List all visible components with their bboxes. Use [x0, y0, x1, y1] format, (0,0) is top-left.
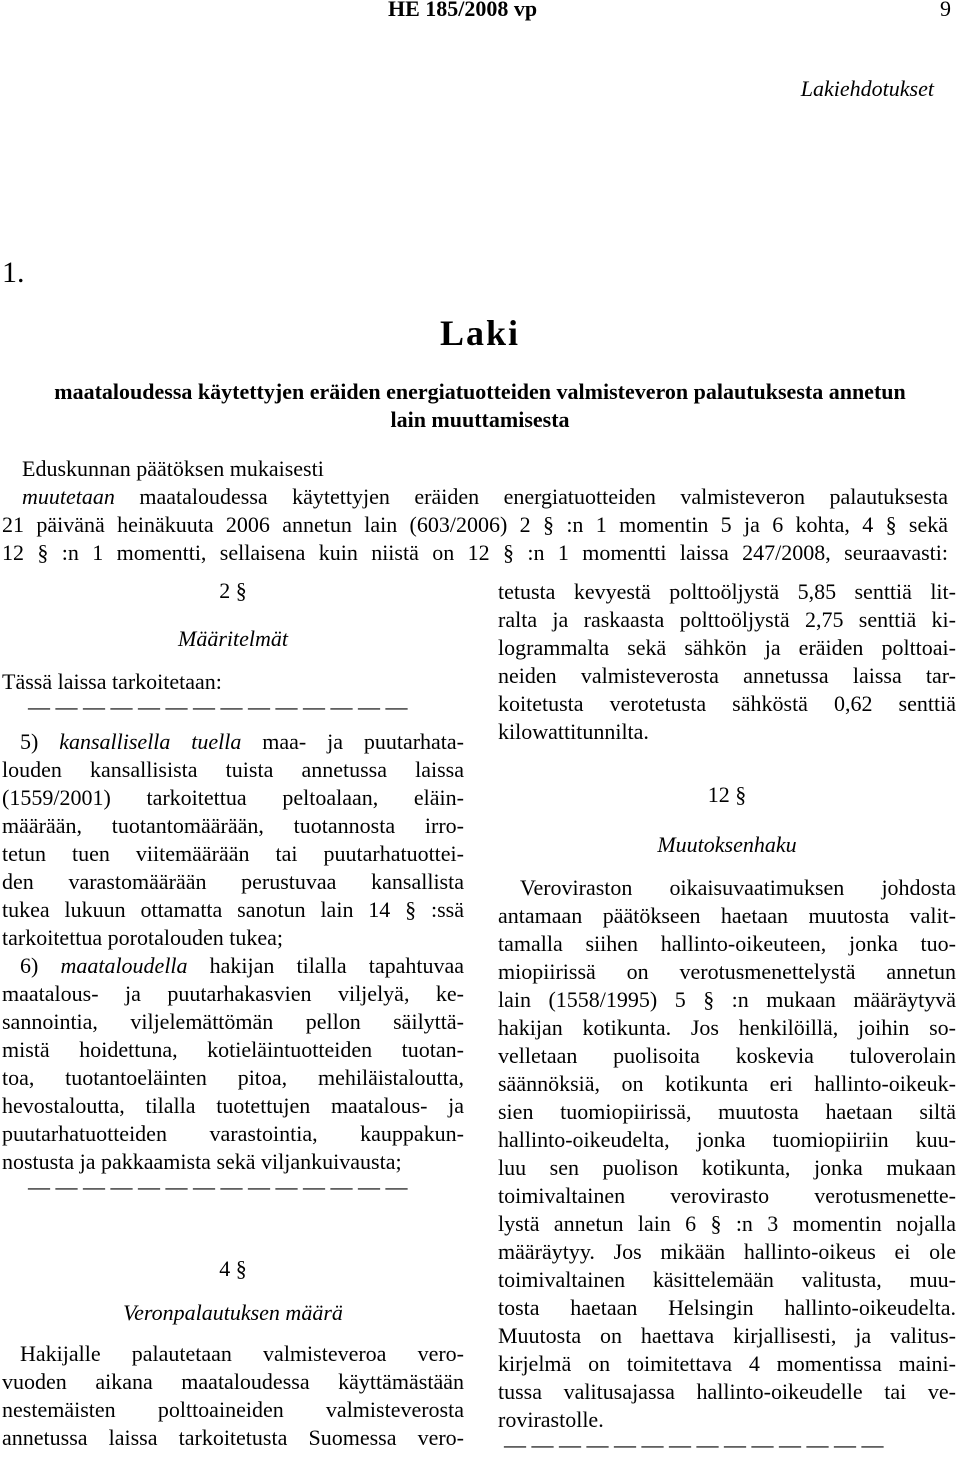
law-title — [0, 378, 960, 434]
section-4-line: logrammalta sekä sähkön ja eräiden polttoai- — [498, 635, 956, 660]
intro-block — [2, 455, 948, 567]
section-4-line: tetusta kevyestä polttoöljystä 5,85 senttiä lit- — [498, 579, 956, 604]
section-4-line: annetussa laissa tarkoitetusta Suomessa vero- — [2, 1425, 464, 1450]
intro-verb: muutetaan — [22, 484, 115, 509]
item-5-line: louden kansallisista tuista annetussa laissa — [2, 757, 464, 782]
intro-line: Eduskunnan päätöksen mukaisesti — [22, 456, 324, 481]
item-number: 5) — [20, 729, 39, 754]
section-12-line: velletaan puolisoita koskevia tuloverolain — [498, 1043, 956, 1068]
law-number: 1. — [2, 256, 25, 289]
section-12-line: säännöksiä, on kotikunta eri hallinto-oikeuk- — [498, 1071, 956, 1096]
section-12-line: Veroviraston oikaisuvaatimuksen johdosta — [520, 875, 956, 900]
item-6-line: hevostaloutta, tilalla tuotettujen maatalous- ja — [2, 1093, 464, 1118]
item-5-line: määrään, tuotantomäärään, tuotannosta irro- — [2, 813, 464, 838]
section-12-line: rovirastolle. — [498, 1407, 604, 1432]
item-6-line: toa, tuotantoeläinten pitoa, mehiläistaloutta, — [2, 1065, 464, 1090]
section-12-line: sien tuomiopiirissä, muutosta haetaan siltä — [498, 1099, 956, 1124]
section-4-line: kilowattitunnilta. — [498, 719, 649, 744]
section-12-line: tamalla siihen hallinto-oikeuteen, jonka tuo- — [498, 931, 956, 956]
section-title: Muutoksenhaku — [657, 832, 797, 857]
left-column — [2, 578, 464, 1452]
section-12-line: toimivaltainen käsittelemään valitusta, muu- — [498, 1267, 956, 1292]
section-12-line: luu sen puolison kotikunta, jonka mukaan — [498, 1155, 956, 1180]
section-12-line: lain (1558/1995) 5 § :n mukaan määräytyvä — [498, 987, 956, 1012]
section-12-line: Muutosta on haettava kirjallisesti, ja valitus- — [498, 1323, 956, 1348]
section-number: 4 § — [219, 1256, 247, 1281]
defined-term: kansallisella tuella — [59, 729, 242, 754]
section-lead: Tässä laissa tarkoitetaan: — [2, 669, 222, 694]
section-12-line: miopiirissä on verotusmenettelystä annetun — [498, 959, 956, 984]
omission-dashes: — — — — — — — — — — — — — — — [28, 694, 408, 719]
document-reference: HE 185/2008 vp — [388, 0, 538, 21]
item-6-line: mistä hoidettuna, kotieläintuotteiden tuotan- — [2, 1037, 464, 1062]
section-heading: Lakiehdotukset — [800, 76, 934, 101]
intro-line: 21 päivänä heinäkuuta 2006 annetun lain (603/2006) 2 § :n 1 momentin 5 ja 6 kohta, 4 § sekä — [2, 512, 948, 537]
intro-line: 12 § :n 1 momentti, sellaisena kuin niistä on 12 § :n 1 momentti laissa 247/2008, seuraavasti: — [2, 540, 948, 565]
item-5-line: tarkoitettua porotalouden tukea; — [2, 925, 284, 950]
section-number: 2 § — [219, 578, 247, 603]
item-5-line: (1559/2001) tarkoitettua peltoalaan, eläin- — [2, 785, 464, 810]
item-5-line — [2, 728, 464, 756]
section-4-line: ralta ja raskaasta polttoöljystä 2,75 senttiä ki- — [498, 607, 956, 632]
defined-term: maataloudella — [60, 953, 188, 978]
item-6-line: sannointia, viljelemättömän pellon säilyttä- — [2, 1009, 464, 1034]
law-title-line: lain muuttamisesta — [390, 407, 570, 432]
section-12-line: hallinto-oikeudelta, jonka tuomiopiiriin kuu- — [498, 1127, 956, 1152]
item-6-line: maatalous- ja puutarhakasvien viljelyä, ke- — [2, 981, 464, 1006]
section-12-line: kirjelmä on toimitettava 4 momentissa maini- — [498, 1351, 956, 1376]
item-6-line — [2, 952, 464, 980]
item-6-line: nostusta ja pakkaamista sekä viljankuivausta; — [2, 1149, 402, 1174]
section-12-line: tussa valitusajassa hallinto-oikeudelle tai ve- — [498, 1379, 956, 1404]
section-12-line: hakijan kotikunta. Jos henkilöillä, joihin so- — [498, 1015, 956, 1040]
section-12-line: toimivaltainen verovirasto verotusmenette- — [498, 1183, 956, 1208]
section-12-line: määräytyy. Jos mikään hallinto-oikeus ei ole — [498, 1239, 956, 1264]
page-number: 9 — [940, 0, 951, 21]
law-type-heading: Laki — [439, 313, 521, 353]
law-title-line: maataloudessa käytettyjen eräiden energiatuotteiden valmisteveron palautuksesta annetun — [54, 379, 906, 404]
section-4-line: Hakijalle palautetaan valmisteveroa vero- — [20, 1341, 464, 1366]
section-4-line: neiden valmisteverosta annetussa laissa tar- — [498, 663, 956, 688]
right-column — [498, 578, 956, 1458]
item-text: maa- ja puutarhata- — [241, 729, 465, 754]
section-4-line: nestemäisten polttoaineiden valmisteverosta — [2, 1397, 464, 1422]
omission-dashes: — — — — — — — — — — — — — — — [28, 1174, 408, 1199]
intro-line — [22, 483, 948, 511]
intro-line-rest: maataloudessa käytettyjen eräiden energiatuotteiden valmisteveron palautuksesta — [114, 484, 948, 509]
item-number: 6) — [20, 953, 39, 978]
section-title: Määritelmät — [178, 626, 288, 651]
section-12-line: lystä annetun lain 6 § :n 3 momentin nojalla — [498, 1211, 956, 1236]
item-5-line: tetun tuen viitemäärään tai puutarhatuottei- — [2, 841, 464, 866]
section-12-line: tosta haetaan Helsingin hallinto-oikeudelta. — [498, 1295, 956, 1320]
omission-dashes: — — — — — — — — — — — — — — — [504, 1432, 884, 1457]
item-5-line: den varastomäärään perustuvaa kansallista — [2, 869, 464, 894]
item-text: hakijan tilalla tapahtuvaa — [187, 953, 464, 978]
section-12-line: antamaan päätökseen haetaan muutosta valit- — [498, 903, 956, 928]
section-4-line: koitetusta verotetusta sähköstä 0,62 senttiä — [498, 691, 956, 716]
section-4-line: vuoden aikana maataloudessa käyttämästään — [2, 1369, 464, 1394]
item-5-line: tukea lukuun ottamatta sanotun lain 14 § :ssä — [2, 897, 464, 922]
section-title: Veronpalautuksen määrä — [123, 1300, 343, 1325]
section-number: 12 § — [707, 782, 747, 807]
item-6-line: puutarhatuotteiden varastointia, kauppakun- — [2, 1121, 464, 1146]
